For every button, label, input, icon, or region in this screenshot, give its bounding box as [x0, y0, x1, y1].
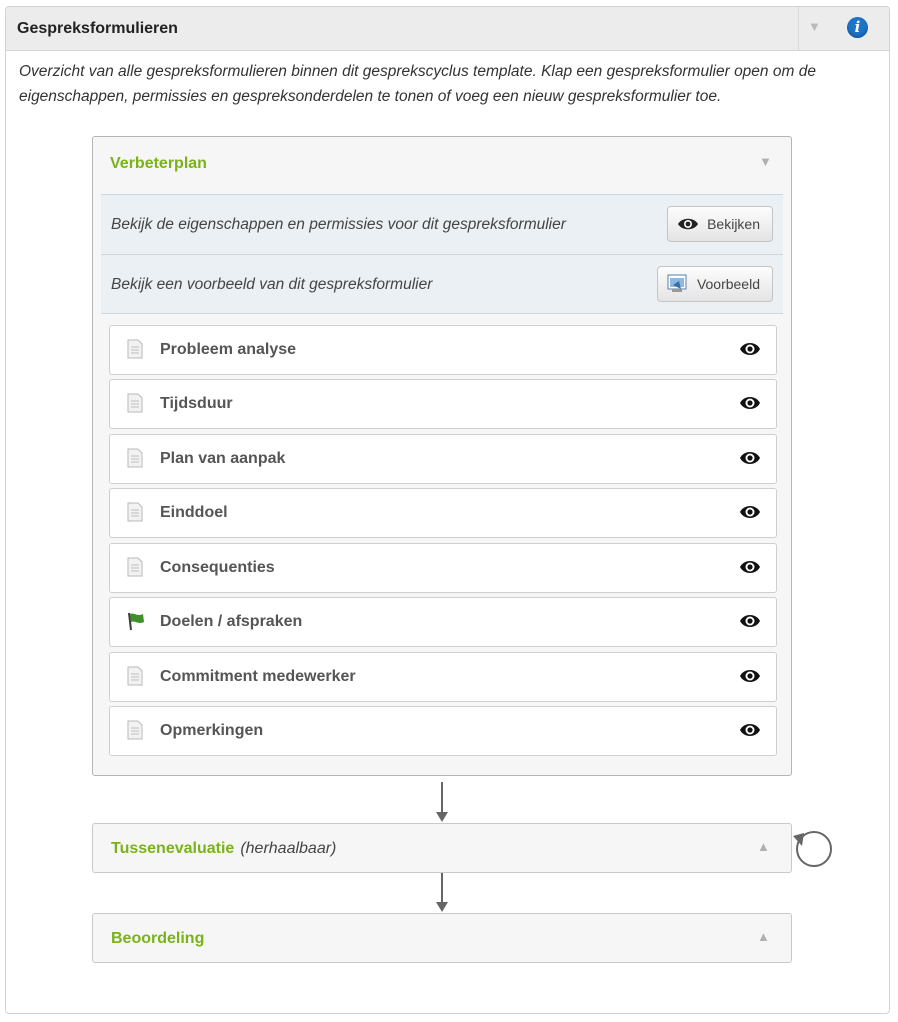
panel-title: Gespreksformulieren	[17, 20, 178, 37]
part-label: Probleem analyse	[160, 341, 297, 358]
eye-icon[interactable]	[739, 450, 761, 471]
part-item[interactable]	[109, 379, 777, 429]
eye-icon[interactable]	[739, 341, 761, 362]
part-item[interactable]	[109, 597, 777, 647]
form-tussenevaluatie[interactable]	[92, 823, 792, 873]
document-icon	[126, 393, 144, 418]
header-divider	[798, 7, 799, 50]
form-collapse-chevron-icon[interactable]: ▼	[759, 154, 772, 169]
part-label: Consequenties	[160, 559, 275, 576]
part-item[interactable]	[109, 434, 777, 484]
preview-text: Bekijk een voorbeeld van dit gespreksformulier	[111, 276, 433, 293]
stage-title: Tussenevaluatie (herhaalbaar)	[111, 840, 337, 857]
stage-subtitle: (herhaalbaar)	[240, 840, 337, 857]
form-title[interactable]: Verbeterplan	[110, 155, 207, 172]
flow-arrowhead-icon	[436, 902, 448, 912]
document-icon	[126, 666, 144, 691]
part-label: Einddoel	[160, 504, 228, 521]
expand-chevron-icon[interactable]: ▲	[757, 929, 770, 944]
flow-arrow-line	[441, 873, 443, 903]
flow-arrow-line	[441, 782, 443, 813]
collapse-chevron-icon[interactable]: ▼	[808, 19, 821, 34]
bekijken-button[interactable]	[667, 206, 773, 242]
repeat-loop-icon	[790, 826, 836, 877]
eye-icon[interactable]	[739, 559, 761, 580]
form-verbeterplan	[92, 136, 792, 776]
panel-intro-text: Overzicht van alle gespreksformulieren binnen dit gesprekscyclus template. Klap een gespreksformulier open om de eigenschappen, permissies en gespreksonderdelen te tonen of voeg een nieuw gespreksformulier toe.	[19, 63, 816, 105]
flow-arrowhead-icon	[436, 812, 448, 822]
properties-row	[101, 194, 783, 254]
part-item[interactable]	[109, 325, 777, 375]
part-label: Plan van aanpak	[160, 450, 286, 467]
eye-icon[interactable]	[739, 395, 761, 416]
part-item[interactable]	[109, 652, 777, 702]
part-label: Opmerkingen	[160, 722, 264, 739]
voorbeeld-label: Voorbeeld	[696, 276, 760, 292]
eye-icon[interactable]	[739, 613, 761, 634]
part-item[interactable]	[109, 706, 777, 756]
document-icon	[126, 557, 144, 582]
preview-row	[101, 254, 783, 314]
part-item[interactable]	[109, 543, 777, 593]
stage-title: Beoordeling	[111, 930, 205, 947]
bekijken-label: Bekijken	[707, 216, 760, 232]
part-item[interactable]	[109, 488, 777, 538]
part-label: Tijdsduur	[160, 395, 233, 412]
info-icon[interactable]: i	[847, 17, 868, 38]
document-icon	[126, 502, 144, 527]
panel-header	[6, 7, 889, 51]
form-beoordeling[interactable]	[92, 913, 792, 963]
eye-icon	[677, 217, 699, 231]
document-icon	[126, 448, 144, 473]
part-label: Doelen / afspraken	[160, 613, 303, 630]
expand-chevron-icon[interactable]: ▲	[757, 839, 770, 854]
eye-icon[interactable]	[739, 504, 761, 525]
part-label: Commitment medewerker	[160, 668, 356, 685]
voorbeeld-button[interactable]	[657, 266, 773, 302]
flag-icon	[126, 611, 146, 636]
eye-icon[interactable]	[739, 722, 761, 743]
eye-icon[interactable]	[739, 668, 761, 689]
document-icon	[126, 339, 144, 364]
properties-text: Bekijk de eigenschappen en permissies voor dit gespreksformulier	[111, 216, 566, 233]
document-icon	[126, 720, 144, 745]
preview-icon	[667, 274, 689, 294]
